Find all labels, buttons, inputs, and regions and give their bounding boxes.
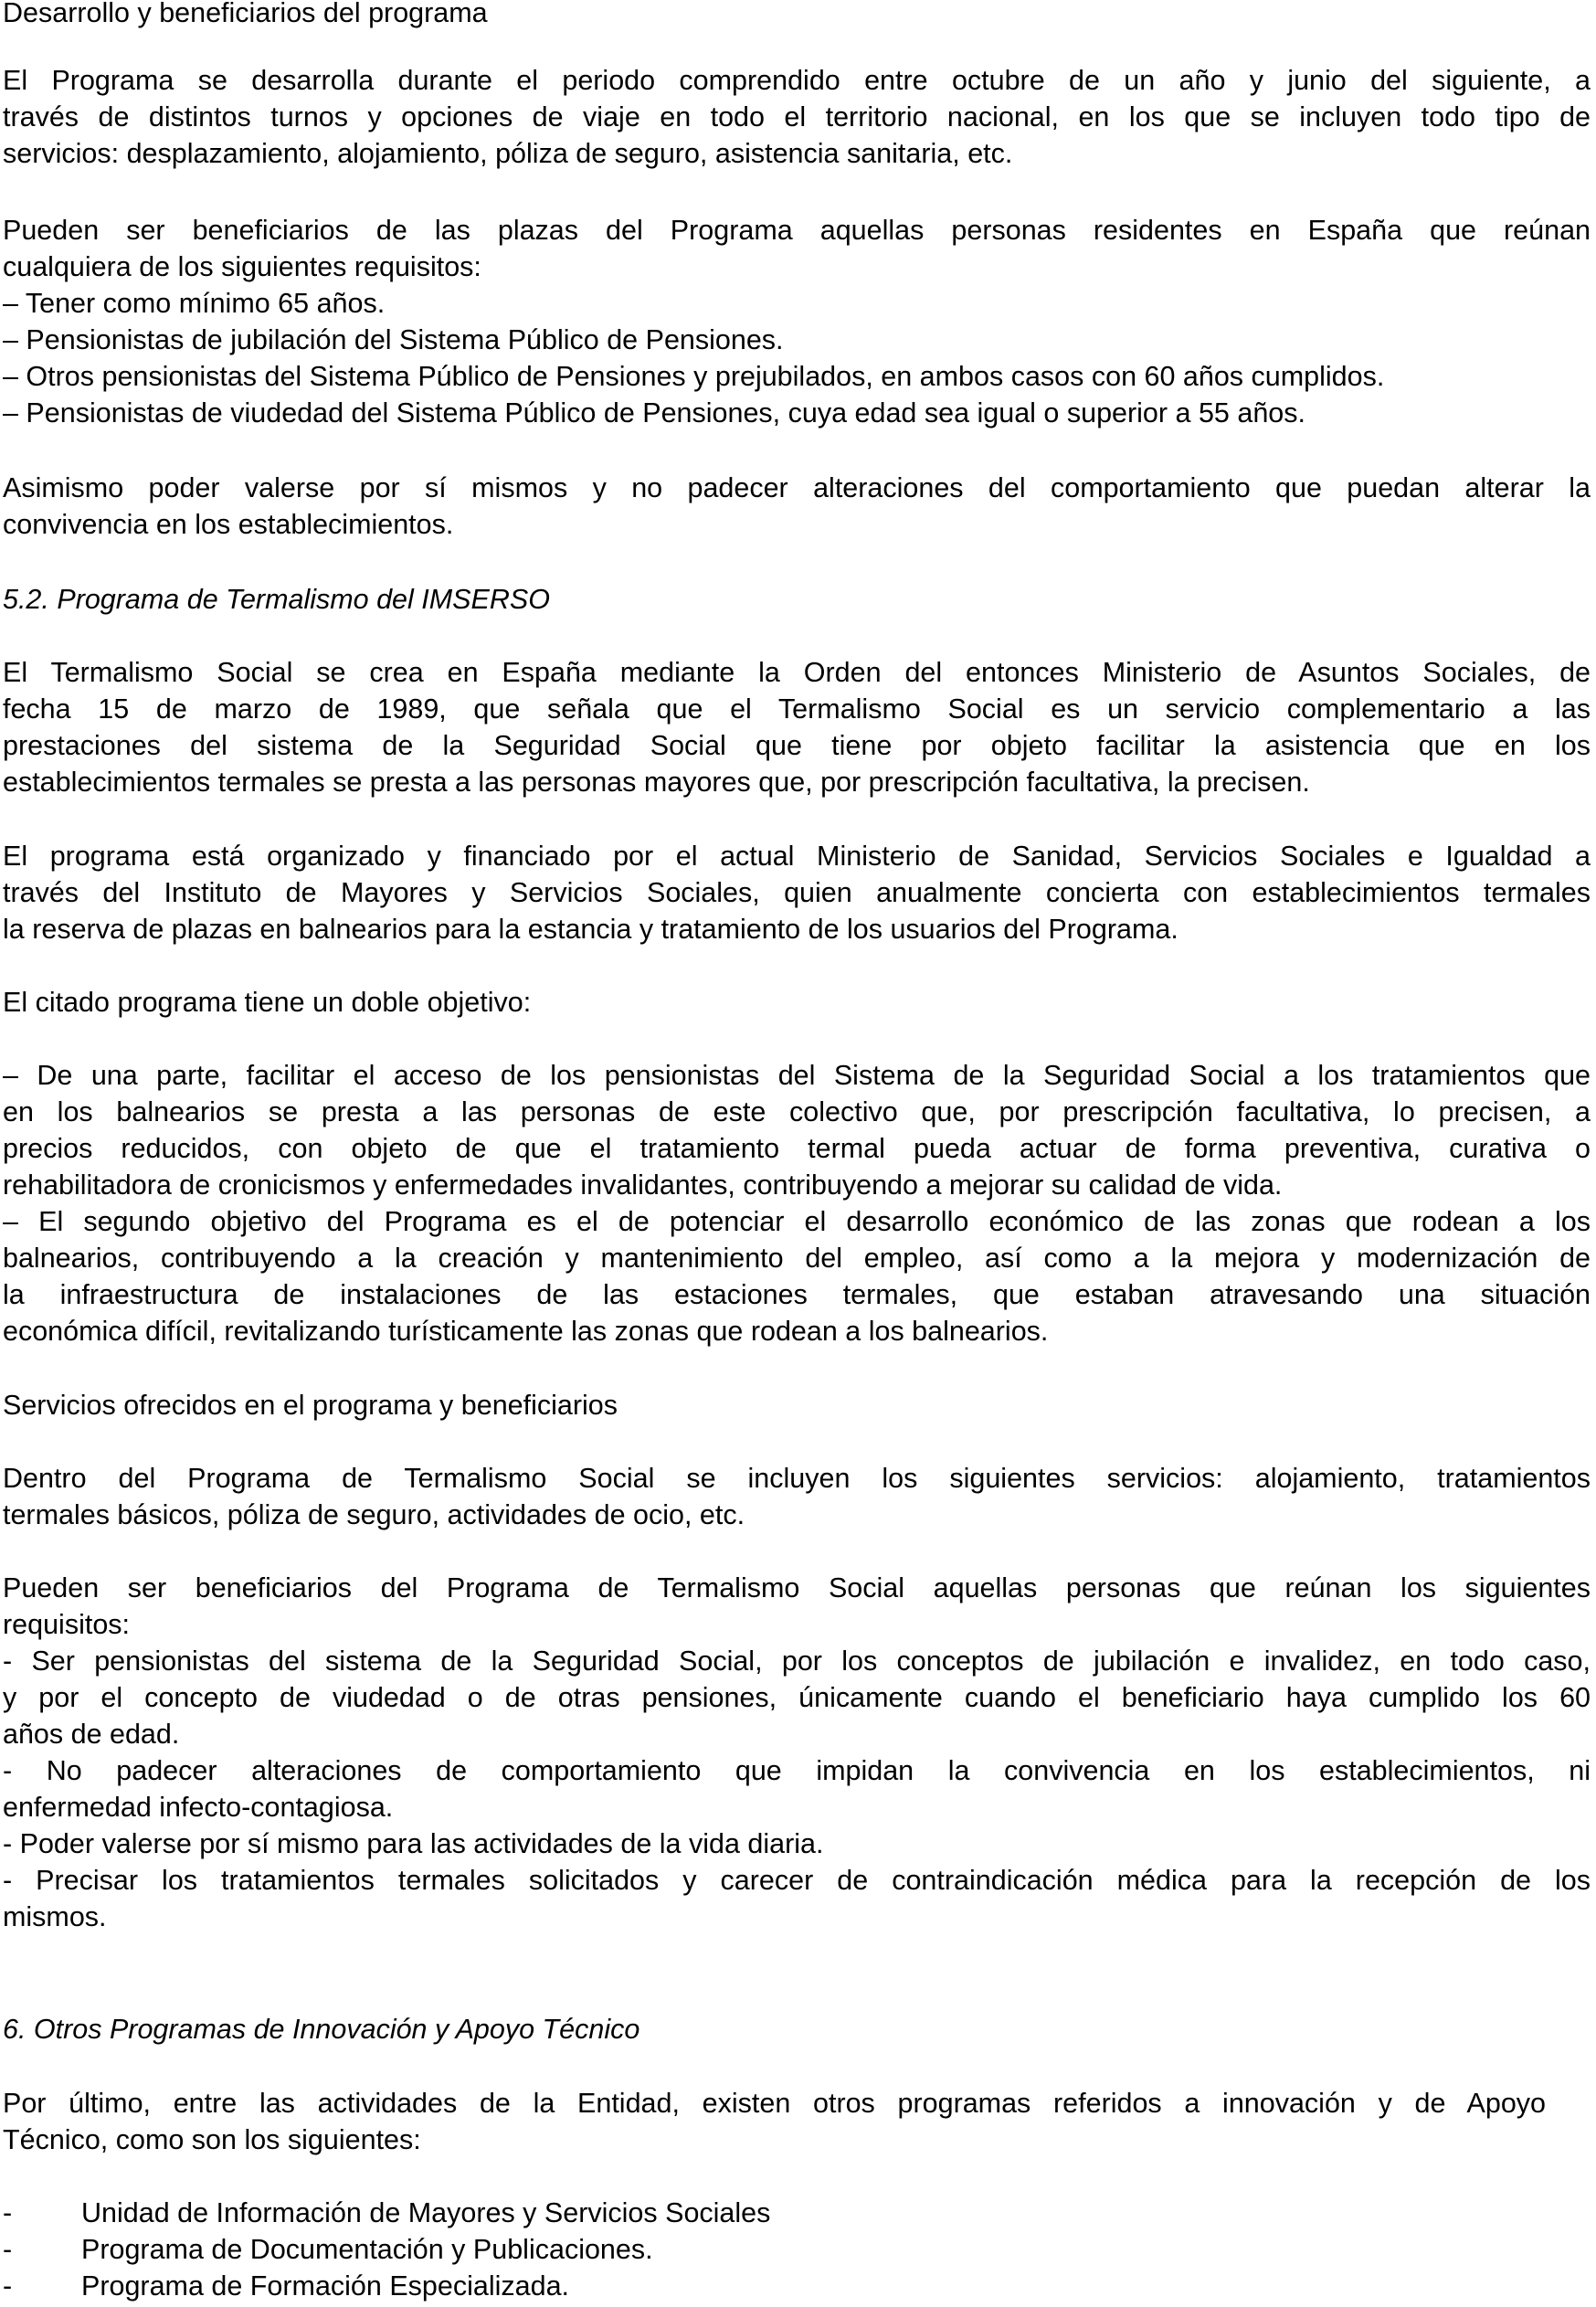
list-line: años de edad. [3, 1719, 180, 1750]
list-line: - No padecer alteraciones de comportamiento que impidan la convivencia en los establecimientos, ni [3, 1755, 1591, 1786]
paragraph-line: prestaciones del sistema de la Seguridad Social que tiene por objeto facilitar la asistencia que en los [3, 730, 1591, 761]
list-line: - Precisar los tratamientos termales solicitados y carecer de contraindicación médica para la recepción de los [3, 1865, 1591, 1896]
paragraph-line: El Termalismo Social se crea en España mediante la Orden del entonces Ministerio de Asuntos Sociales, de [3, 657, 1591, 688]
list-line: mismos. [3, 1901, 107, 1932]
paragraph-objectives-intro [3, 984, 1591, 1021]
list-item: – Tener como mínimo 65 años. [3, 288, 386, 319]
paragraph-line: El Programa se desarrolla durante el periodo comprendido entre octubre de un año y junio del siguiente, a [3, 65, 1591, 96]
paragraph-line: servicios: desplazamiento, alojamiento, póliza de seguro, asistencia sanitaria, etc. [3, 138, 1013, 169]
list-line: balnearios, contribuyendo a la creación y mantenimiento del empleo, así como a la mejora y modernización de [3, 1243, 1591, 1274]
list-line: la infraestructura de instalaciones de las estaciones termales, que estaban atravesando una situación [3, 1279, 1591, 1310]
paragraph-program-development [3, 62, 1591, 172]
list-line: rehabilitadora de cronicismos y enfermedades invalidantes, contribuyendo a mejorar su calidad de vida. [3, 1169, 1283, 1201]
list-item [3, 2268, 1591, 2304]
paragraph-line: requisitos: [3, 1609, 131, 1640]
paragraph-line: Por último, entre las actividades de la Entidad, existen otros programas referidos a innovación y de Apoyo [3, 2088, 1546, 2119]
list-line: enfermedad infecto-contagiosa. [3, 1792, 394, 1823]
paragraph-line: El programa está organizado y financiado por el actual Ministerio de Sanidad, Servicios Sociales e Igualdad a [3, 841, 1591, 872]
list-item [3, 2231, 1591, 2268]
list-line: y por el concepto de viudedad o de otras pensiones, únicamente cuando el beneficiario haya cumplido los 60 [3, 1682, 1591, 1713]
paragraph-requirements [3, 1570, 1591, 1935]
list-line: en los balnearios se presta a las personas de este colectivo que, por prescripción facultativa, lo precisen, a [3, 1096, 1591, 1127]
heading-text: 6. Otros Programas de Innovación y Apoyo Técnico [3, 2014, 640, 2045]
paragraph-line: Técnico, como son los siguientes: [3, 2124, 421, 2155]
list-item: – Pensionistas de jubilación del Sistema Público de Pensiones. [3, 324, 784, 355]
paragraph-termalismo-origin [3, 654, 1591, 800]
section-title [3, 0, 1591, 31]
paragraph-self-sufficiency [3, 470, 1591, 543]
paragraph-line: establecimientos termales se presta a las personas mayores que, por prescripción facultativa, la precisen. [3, 767, 1310, 798]
paragraph-line: Pueden ser beneficiarios de las plazas del Programa aquellas personas residentes en España que reúnan [3, 215, 1591, 246]
list-line: – El segundo objetivo del Programa es el de potenciar el desarrollo económico de las zonas que rodean a los [3, 1206, 1591, 1237]
objectives-list [3, 1057, 1591, 1349]
section-title-text: Servicios ofrecidos en el programa y beneficiarios [3, 1390, 618, 1421]
list-item-text: Programa de Documentación y Publicaciones. [81, 2234, 653, 2265]
paragraph-line: cualquiera de los siguientes requisitos: [3, 251, 481, 282]
list-item: – Otros pensionistas del Sistema Público de Pensiones y prejubilados, en ambos casos con 60 años cumplidos. [3, 361, 1385, 392]
list-marker: - [3, 2197, 13, 2228]
paragraph-line: Dentro del Programa de Termalismo Social se incluyen los siguientes servicios: alojamiento, tratamientos [3, 1463, 1591, 1494]
list-line: económica difícil, revitalizando turísticamente las zonas que rodean a los balnearios. [3, 1316, 1049, 1347]
paragraph-other-programs [3, 2085, 1591, 2158]
heading-5-2 [3, 581, 1591, 618]
paragraph-line: través de distintos turnos y opciones de viaje en todo el territorio nacional, en los que se incluyen todo tipo de [3, 101, 1591, 132]
list-line: - Poder valerse por sí mismo para las actividades de la vida diaria. [3, 1828, 824, 1859]
other-programs-list [3, 2195, 1591, 2304]
list-marker: - [3, 2270, 13, 2302]
paragraph-line: través del Instituto de Mayores y Servicios Sociales, quien anualmente concierta con establecimientos termales [3, 877, 1591, 908]
section-title-services [3, 1387, 1591, 1423]
list-line: precios reducidos, con objeto de que el tratamiento termal pueda actuar de forma preventiva, curativa o [3, 1133, 1591, 1164]
paragraph-organization [3, 838, 1591, 947]
paragraph-line: convivencia en los establecimientos. [3, 509, 454, 540]
paragraph-line: Asimismo poder valerse por sí mismos y no padecer alteraciones del comportamiento que puedan alterar la [3, 472, 1591, 503]
list-item-text: Unidad de Información de Mayores y Servicios Sociales [81, 2197, 771, 2228]
heading-text: 5.2. Programa de Termalismo del IMSERSO [3, 584, 550, 615]
list-item [3, 2195, 1591, 2231]
paragraph-line: termales básicos, póliza de seguro, actividades de ocio, etc. [3, 1499, 745, 1530]
paragraph-line: la reserva de plazas en balnearios para la estancia y tratamiento de los usuarios del Programa. [3, 914, 1179, 945]
paragraph-line: fecha 15 de marzo de 1989, que señala que el Termalismo Social es un servicio complementario a las [3, 693, 1591, 725]
paragraph-line: Pueden ser beneficiarios del Programa de Termalismo Social aquellas personas que reúnan los siguientes [3, 1572, 1591, 1603]
list-line: – De una parte, facilitar el acceso de los pensionistas del Sistema de la Seguridad Social a los tratamientos que [3, 1060, 1591, 1091]
list-item: – Pensionistas de viudedad del Sistema Público de Pensiones, cuya edad sea igual o superior a 55 años. [3, 397, 1305, 429]
paragraph-line: El citado programa tiene un doble objetivo: [3, 987, 532, 1018]
list-marker: - [3, 2234, 13, 2265]
paragraph-beneficiaries [3, 212, 1591, 431]
section-title-text: Desarrollo y beneficiarios del programa [3, 0, 488, 28]
heading-6 [3, 2011, 1591, 2048]
list-item-text: Programa de Formación Especializada. [81, 2270, 570, 2302]
list-line: - Ser pensionistas del sistema de la Seguridad Social, por los conceptos de jubilación e invalidez, en todo caso, [3, 1646, 1591, 1677]
paragraph-services [3, 1460, 1591, 1533]
